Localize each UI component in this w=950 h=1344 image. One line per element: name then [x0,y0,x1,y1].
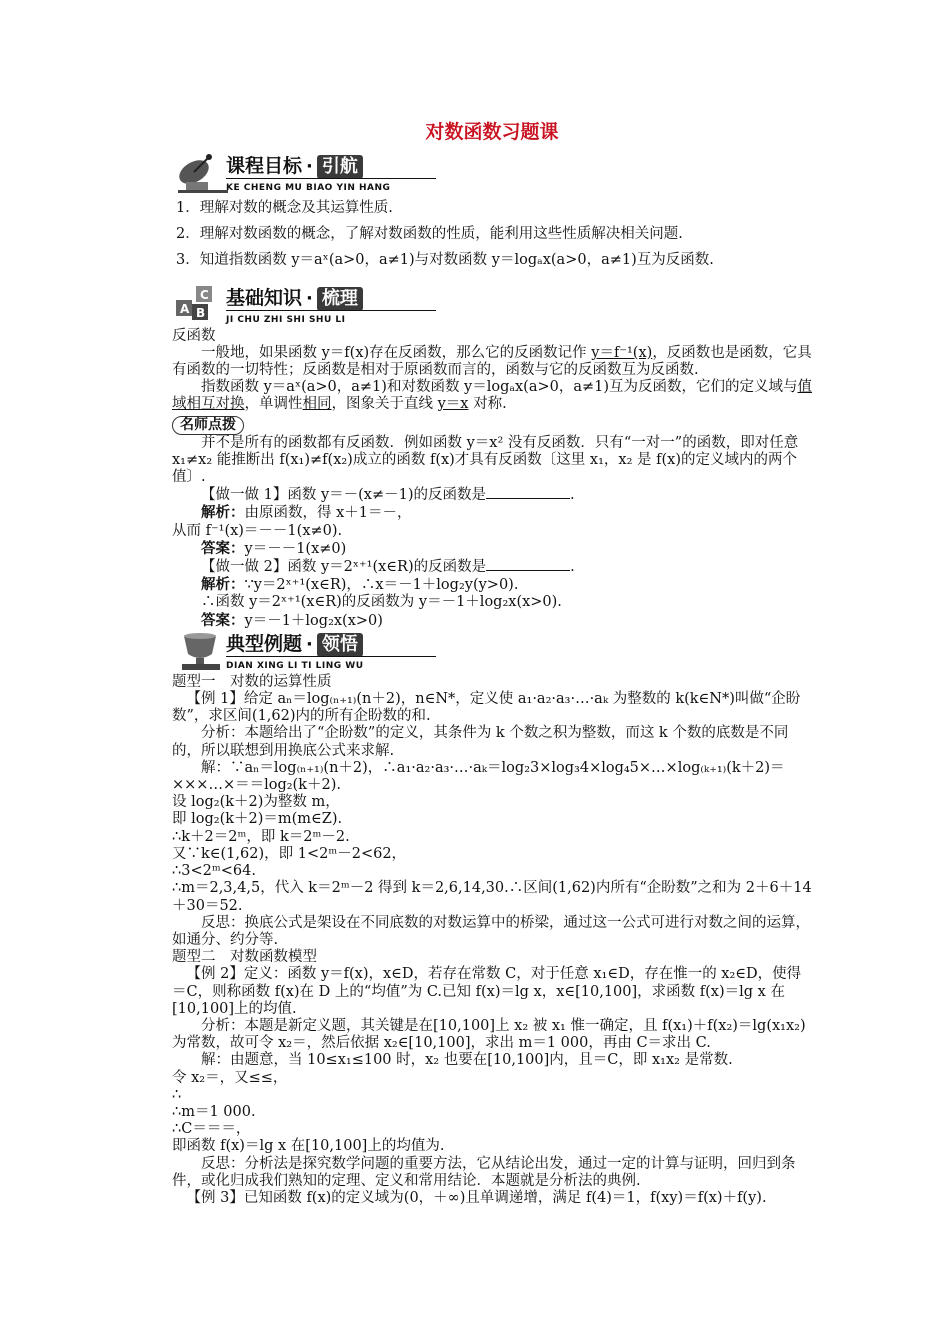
example-section-title: 题型一 对数的运算性质 [172,673,332,690]
satellite-dish-icon [172,152,230,194]
basics-paragraph-1 [172,345,812,379]
answer-label: 答案： [201,539,245,557]
example-1-question: 【例 1】给定 aₙ＝log₍ₙ₊₁₎(n＋2)，n∈N*，定义使 a₁·a₂·a₃·…·aₖ 为整数的 k(k∈N*)叫做“企盼数”，求区间(1,62)内的所有企盼数的和. [172,691,801,725]
goal-item: 2．理解对数函数的概念，了解对数函数的性质，能利用这些性质解决相关问题. [176,226,683,243]
basics-paragraph-2 [172,379,812,413]
text-run: ，图象关于直线 [331,396,438,413]
banner-heading [226,632,363,658]
tip-paragraph: 并不是所有的函数都有反函数．例如函数 y＝x² 没有反函数．只有“一对一”的函数，即对任意 x₁≠x₂ 能推断出 f(x₁)≠f(x₂)成立的函数 f(x)才具有反函数〔这里 x₁，x₂ 是 f(x)的定义域内的两个值〕. [172,434,799,486]
practice-2-answer [172,612,812,630]
goal-item: 1．理解对数的概念及其运算性质. [176,200,393,216]
banner-heading-text: 典型例题 [226,633,303,656]
text-run: ，反函数也是函数，它具有函数的一切特性；反函数是相对于原函数而言的，函数与它的反函数互为反函数. [172,344,812,379]
goal-item: 3．知道指数函数 y＝aˣ(a>0，a≠1)与对数函数 y＝logₐx(a>0，a≠1)互为反函数. [176,252,714,269]
text-run: 一般地，如果函数 y＝f(x)存在反函数，那么它的反函数记作 [201,344,592,361]
banner-heading-box: 引航 [317,155,363,179]
text-run: 【做一做 2】函数 y＝2ˣ⁺¹(x∈R)的反函数是 [201,559,487,576]
example-1-step: ∴k＋2＝2ᵐ，即 k＝2ᵐ－2. [172,828,350,845]
underlined-answer: y＝x [437,396,469,413]
banner-dot: · [306,156,313,178]
text-run: 指数函数 y＝aˣ(a>0，a≠1)和对数函数 y＝logₐx(a>0，a≠1)互为反函数，它们的定义域与 [201,379,798,396]
banner-pinyin: DIAN XING LI TI LING WU [226,660,364,671]
banner-heading [226,286,363,312]
example-1-reflection: 反思：换底公式是架设在不同底数的对数运算中的桥梁，通过这一公式可进行对数之间的运算，如通分、约分等. [172,914,810,948]
banner-pinyin: JI CHU ZHI SHI SHU LI [226,314,346,325]
banner-dot: · [306,288,313,309]
practice-2-solution [172,576,812,594]
page-title: 对数函数习题课 [425,121,559,143]
answer-blank [486,486,570,499]
practice-2-question: 【做一做 2】函数 y＝2ˣ⁺¹(x∈R)的反函数是 . [201,559,575,576]
example-1-analysis: 分析：本题给出了“企盼数”的定义，其条件为 k 个数之积为整数，而这 k 个数的底数是不同的，所以联想到用换底公式来求解. [172,725,789,759]
section-banner-examples [172,630,812,672]
text-run: ，单调性 [244,396,303,413]
text-run: ∵y＝2ˣ⁺¹(x∈R)，∴x＝－1＋log₂y(y>0). [244,577,519,594]
text-run: y＝－－1(x≠0) [244,540,347,557]
banner-heading-text: 课程目标 [226,155,303,178]
banner-rule [226,178,436,179]
example-2-question: 【例 2】定义：函数 y＝f(x)，x∈D，若存在常数 C，对于任意 x₁∈D，存在惟一的 x₂∈D，使得＝C，则称函数 f(x)在 D 上的“均值”为 C.已知 f(x)＝lg x，x∈[10,100]，求函数 f(x)＝lg x 在[10,100]上的均值. [172,966,802,1017]
underlined-answer: 相同 [302,396,332,413]
banner-rule [226,310,436,311]
trophy-icon [172,630,230,672]
banner-heading-box: 领悟 [317,633,363,657]
underlined-answer: 值域相互对换 [172,379,813,413]
section-banner-basics [172,284,812,326]
example-2-reflection: 反思：分析法是探究数学问题的重要方法，它从结论出发，通过一定的计算与证明，回归到条件，或化归成我们熟知的定理、定义和常用结论．本题就是分析法的典例. [172,1155,796,1189]
text-run: 由原函数，得 x＋1＝－， [244,505,412,522]
example-2-step: ∴C＝＝＝， [172,1121,251,1138]
example-1-step: 设 log₂(k＋2)为整数 m， [172,794,340,811]
example-2-step: 即函数 f(x)＝lg x 在[10,100]上的均值为. [172,1138,445,1155]
banner-rule [226,656,436,657]
solution-label: 解析： [201,576,245,594]
answer-label: 答案： [201,611,245,629]
example-2-analysis: 分析：本题是新定义题，其关键是在[10,100]上 x₂ 被 x₁ 惟一确定，且 f(x₁)＋f(x₂)＝lg(x₁x₂)为常数，故可令 x₂＝，然后依据 x₂∈[10,100]，求出 m＝1 000，再由 C＝求出 C. [172,1017,806,1052]
practice-1-solution [172,504,812,522]
solution-label: 解析： [201,504,245,522]
example-1-step: 又∵k∈(1,62)，即 1<2ᵐ－2<62， [172,845,407,862]
example-2-step: 令 x₂＝，又≤≤， [172,1069,288,1086]
text-run: 对称. [468,396,507,413]
banner-pinyin: KE CHENG MU BIAO YIN HANG [226,183,391,193]
underlined-answer: y＝f⁻¹(x) [591,344,653,361]
svg-text:B: B [196,305,206,320]
section-banner-goals [172,152,812,194]
example-2-step: ∴m＝1 000. [172,1103,256,1120]
example-section-title: 题型二 对数函数模型 [172,949,317,966]
example-1-step: 即 log₂(k＋2)＝m(m∈Z). [172,811,343,828]
example-1-solution: 解：∵aₙ＝log₍ₙ₊₁₎(n＋2)，∴a₁·a₂·a₃·…·aₖ＝log₂3×log₃4×log₄5×…×log₍ₖ₊₁₎(k＋2)＝×××…×＝＝log₂(k＋2). [172,759,785,794]
example-1-step: ∴m＝2,3,4,5，代入 k＝2ᵐ－2 得到 k＝2,6,14,30.∴区间(1,62)内所有“企盼数”之和为 2＋6＋14＋30＝52. [172,880,812,914]
document-page [172,120,812,1207]
text-run: 【做一做 1】函数 y＝－(x≠－1)的反函数是 [201,487,487,504]
abc-blocks-icon [172,284,230,326]
practice-1-answer [172,540,812,558]
banner-heading-text: 基础知识 [226,287,303,309]
practice-1-question: 【做一做 1】函数 y＝－(x≠－1)的反函数是 . [201,487,575,504]
example-2-step: ∴ [172,1086,182,1103]
svg-text:A: A [180,301,190,316]
banner-dot: · [306,634,313,656]
banner-heading [226,154,363,180]
answer-blank [486,558,570,571]
banner-heading-box: 梳理 [317,287,363,311]
text-run: y＝－1＋log₂x(x>0) [244,612,383,629]
example-2-solution: 解：由题意，当 10≤x₁≤100 时，x₂ 也要在[10,100]内，且＝C，即 x₁x₂ 是常数. [201,1052,733,1069]
example-1-step: ∴3<2ᵐ<64. [172,863,256,880]
goals-list [176,200,812,270]
example-3-question: 【例 3】已知函数 f(x)的定义域为(0，＋∞)且单调递增，满足 f(4)＝1，f(xy)＝f(x)＋f(y). [186,1189,767,1206]
tip-badge: 名师点拨 [172,416,244,435]
practice-2-step: ∴函数 y＝2ˣ⁺¹(x∈R)的反函数为 y＝－1＋log₂x(x>0). [201,594,562,611]
basics-heading: 反函数 [172,327,216,344]
svg-text:C: C [200,287,209,302]
practice-1-step: 从而 f⁻¹(x)＝－－1(x≠0). [172,522,343,539]
